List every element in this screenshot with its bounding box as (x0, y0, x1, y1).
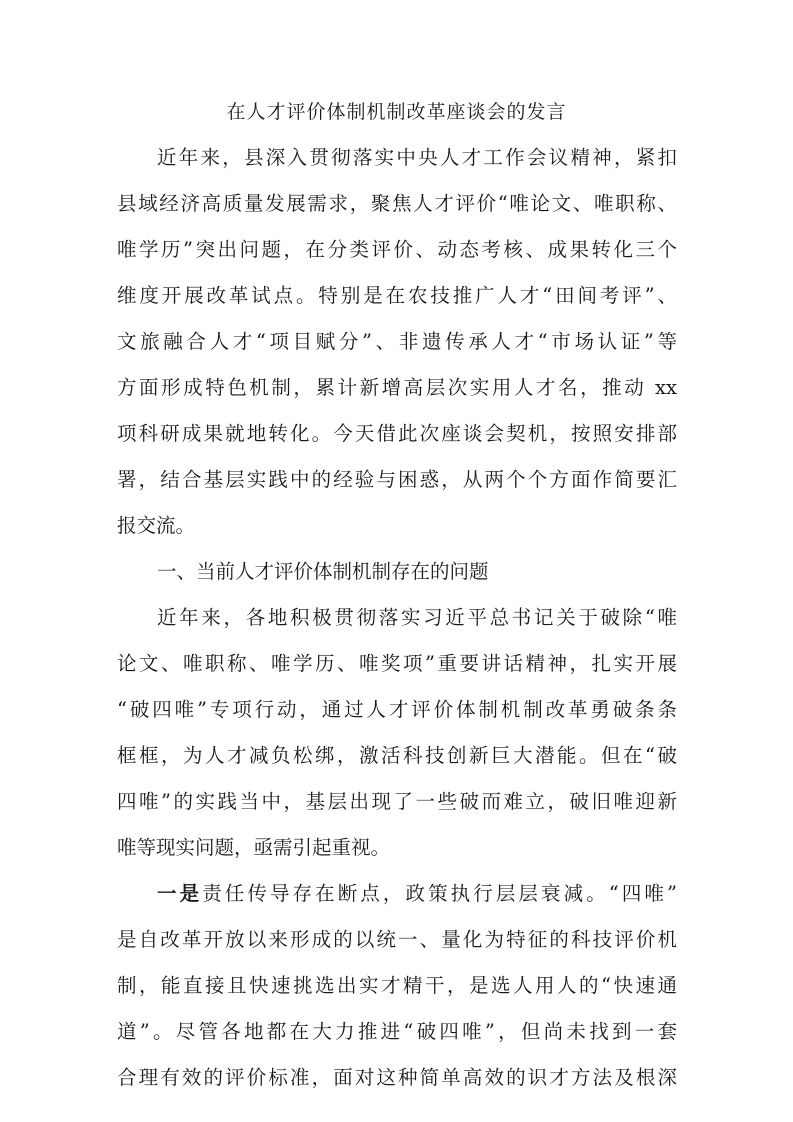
paragraph-line: 县域经济高质量发展需求，聚焦人才评价“唯论文、唯职称、 (117, 192, 677, 215)
paragraph-line: 道”。尽管各地都在大力推进“破四唯”，但尚未找到一套 (117, 1020, 677, 1043)
paragraph-line: 近年来，各地积极贯彻落实习近平总书记关于破除“唯 (157, 606, 677, 629)
paragraph-line: 论文、唯职称、唯学历、唯奖项”重要讲话精神，扎实开展 (117, 652, 677, 675)
paragraph-line: 合理有效的评价标准，面对这种简单高效的识才方法及根深 (117, 1066, 677, 1089)
section-heading: 一、当前人才评价体制机制存在的问题 (157, 560, 489, 583)
paragraph-line: 制，能直接且快速挑选出实才精干，是选人用人的“快速通 (117, 974, 677, 997)
paragraph-line: 项科研成果就地转化。今天借此次座谈会契机，按照安排部 (117, 422, 677, 445)
paragraph-line-text: 责任传导存在断点，政策执行层层衰减。“四唯” (202, 882, 677, 905)
paragraph-line: 方面形成特色机制，累计新增高层次实用人才名，推动 xx (117, 376, 677, 399)
paragraph-line: 是自改革开放以来形成的以统一、量化为特征的科技评价机 (117, 928, 677, 951)
paragraph-line: 维度开展改革试点。特别是在农技推广人才“田间考评”、 (117, 284, 677, 307)
paragraph-lead: 一是 (157, 882, 203, 905)
paragraph-line: “破四唯”专项行动，通过人才评价体制机制改革勇破条条 (117, 698, 677, 721)
paragraph-line: 框框，为人才减负松绑，激活科技创新巨大潜能。但在“破 (117, 744, 677, 767)
paragraph-line: 报交流。 (117, 514, 196, 537)
paragraph-line: 文旅融合人才“项目赋分”、非遗传承人才“市场认证”等 (117, 330, 677, 353)
paragraph-line: 唯等现实问题，亟需引起重视。 (117, 836, 391, 859)
paragraph-line: 唯学历”突出问题，在分类评价、动态考核、成果转化三个 (117, 238, 677, 261)
paragraph-line: 署，结合基层实践中的经验与困惑，从两个个方面作简要汇 (117, 468, 677, 491)
paragraph-line (117, 879, 677, 909)
paragraph-line: 近年来，县深入贯彻落实中央人才工作会议精神，紧扣 (157, 146, 677, 169)
document-title: 在人才评价体制机制改革座谈会的发言 (226, 101, 567, 123)
paragraph-line: 四唯”的实践当中，基层出现了一些破而难立，破旧唯迎新 (117, 790, 677, 813)
